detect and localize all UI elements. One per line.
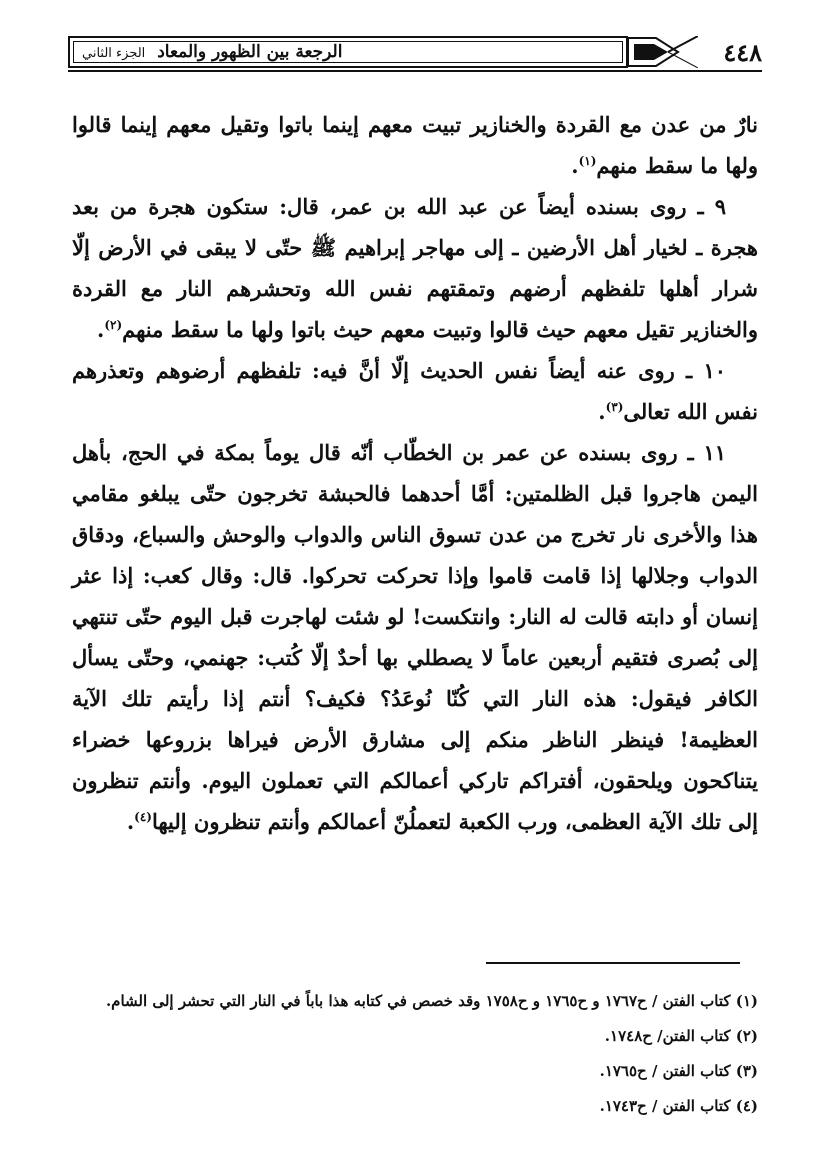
part-label: الجزء الثاني (82, 46, 146, 61)
header-divider (68, 70, 762, 72)
footnotes (72, 984, 758, 1124)
paragraph: ٩ ـ روى بسنده أيضاً عن عبد الله بن عمر، قال: ستكون هجرة من بعد هجرة ـ لخيار أهل الأرضين ـ إلى مهاجر إبراهيم ﷺ حتّى لا يبقى في الأرض إلّا شرار أهلها تلفظهم أرضهم وتمقتهم نفس الله وتحشرهم النار مع القردة والخنازير تقيل معهم حيث قالوا وتبيت معهم حيث باتوا ولها ما سقط منهم$^{(٢)}$. (72, 194, 758, 342)
footnote: (٤) كتاب الفتن / ح١٧٤٣. (599, 1097, 758, 1115)
paragraph: نارٌ من عدن مع القردة والخنازير تبيت معهم إينما باتوا وتقيل معهم إينما قالوا ولها ما سقط منهم$^{(١)}$. (72, 112, 758, 178)
footnote: (٢) كتاب الفتن/ ح١٧٤٨. (604, 1027, 758, 1045)
footnote: (١) كتاب الفتن / ح١٧٦٧ و ح١٧٦٥ و ح١٧٥٨ وقد خصص في كتابه هذا باباً في النار التي تحشر إلى الشام. (105, 992, 758, 1010)
ornament-icon (628, 36, 698, 68)
footnote: (٣) كتاب الفتن / ح١٧٦٥. (599, 1062, 758, 1080)
page-number: ٤٤٨ (723, 38, 762, 67)
book-title: الرجعة بين الظهور والمعاد (157, 42, 343, 62)
footnote-ref: (٤) (134, 810, 152, 824)
running-title (82, 42, 342, 62)
footnote-ref: (٢) (104, 318, 123, 332)
main-text (72, 104, 758, 842)
footnote-ref: (١) (578, 154, 597, 168)
paragraph: ١١ ـ روى بسنده عن عمر بن الخطّاب أنّه قال يوماً بمكة في الحج، بأهل اليمن هاجروا قبل الظلمتين: أمَّا أحدهما فالحبشة تخرجون حتّى يبلغو مقامي هذا والأخرى نار تخرج من عدن تسوق الناس والدواب والوحش والسباع، ودقاق الدواب وجلالها إذا قامت قاموا وإذا تحركت تحركوا. قال: وقال كعب: إذا عثر إنسان أو دابته قالت له النار: وانتكست! لو شئت لهاجرت قبل اليوم حتّى تنتهي إلى بُصرى فتقيم أربعين عاماً لا يصطلي بها أحدٌ إلّا كُتب: جهنمي، وحتّى يسأل الكافر فيقول: هذه النار التي كُنّا نُوعَدُ؟ فكيف؟ أنتم إذا رأيتم تلك الآية العظيمة! فينظر الناظر منكم إلى مشارق الأرض فيراها بزروعها خضراء يتناكحون ويلحقون، أفتراكم تاركي أعمالكم التي تعملون اليوم. وأنتم تنظرون إلى تلك الآية العظمى، ورب الكعبة لتعملُنّ أعمالكم وأنتم تنظرون إليها$^{(٤)}$. (72, 440, 758, 834)
footnote-divider (486, 962, 740, 964)
footnote-ref: (٣) (605, 400, 624, 414)
page-header (68, 36, 762, 72)
running-title-box (68, 36, 628, 68)
paragraph: ١٠ ـ روى عنه أيضاً نفس الحديث إلّا أنَّ فيه: تلفظهم أرضوهم وتعذرهم نفس الله تعالى$^{(٣)}$. (72, 358, 758, 424)
